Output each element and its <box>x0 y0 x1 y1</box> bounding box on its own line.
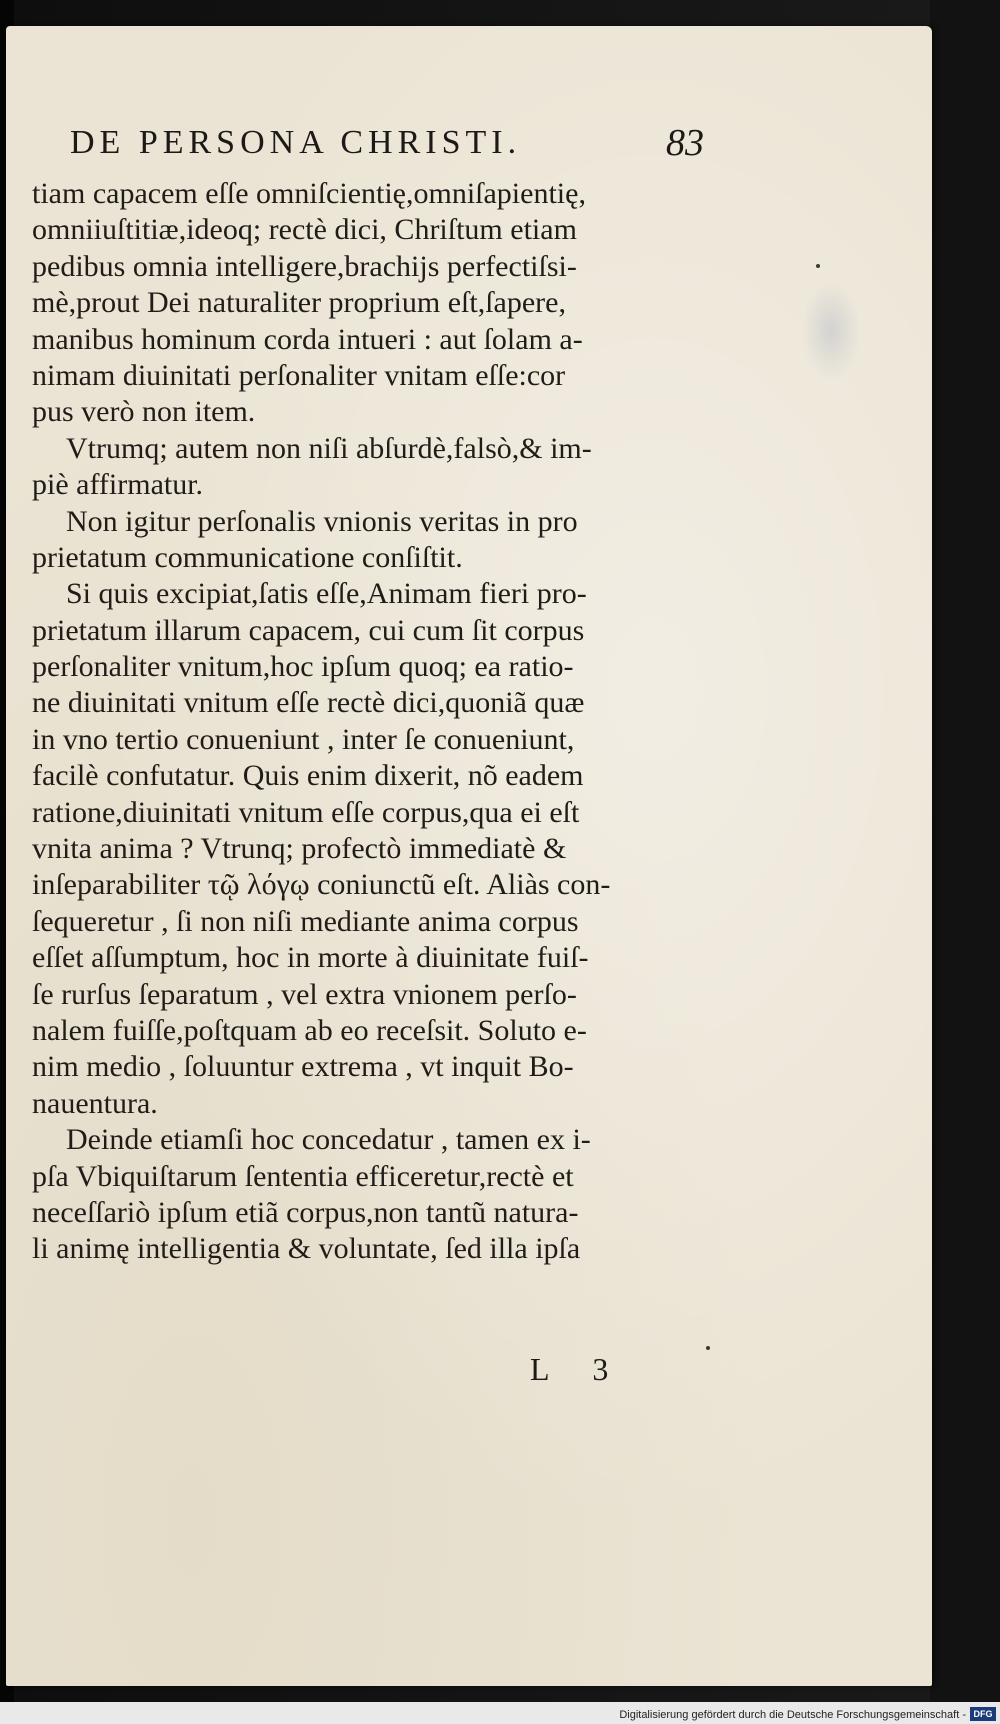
digitization-footer <box>0 1702 1000 1724</box>
scan-frame <box>930 0 1000 1724</box>
text-line: in vno tertio conueniunt , inter ſe conueniunt, <box>32 722 575 756</box>
ink-speck <box>706 1346 710 1350</box>
text-line: omniiuſtitiæ,ideoq; rectè dici, Chriſtum etiam <box>32 213 577 247</box>
ink-speck <box>816 264 820 268</box>
text-line: facilè confutatur. Quis enim dixerit, nõ eadem <box>32 759 584 793</box>
funding-notice: Digitalisierung gefördert durch die Deutsche Forschungsgemeinschaft - <box>619 1709 966 1721</box>
text-line: pedibus omnia intelligere,brachijs perfectiſsi- <box>32 249 577 283</box>
text-line: inſeparabiliter τῷ λόγῳ coniunctũ eſt. Aliàs con- <box>32 868 611 902</box>
text-line: tiam capacem eſſe omniſcientię,omniſapientię, <box>32 177 586 210</box>
text-line: eſſet aſſumptum, hoc in morte à diuinitate fuiſ- <box>32 941 589 975</box>
text-line: vnita anima ? Vtrunq; profectò immediatè & <box>32 832 567 866</box>
text-line: nim medio , ſoluuntur extrema , vt inquit Bo- <box>32 1050 574 1084</box>
text-line: prietatum communicatione conſiſtit. <box>32 540 463 574</box>
text-line: Si quis excipiat,ſatis eſſe,Animam fieri pro- <box>66 577 587 611</box>
text-line: manibus hominum corda intueri : aut ſolam a- <box>32 322 583 356</box>
text-line: nalem fuiſſe,poſtquam ab eo receſsit. Soluto e- <box>32 1013 587 1047</box>
text-line: piè affirmatur. <box>32 468 204 502</box>
running-head: DE PERSONA CHRISTI. <box>70 124 522 161</box>
text-line: perſonaliter vnitum,hoc ipſum quoq; ea ratio- <box>32 650 574 684</box>
text-line: neceſſariò ipſum etiã corpus,non tantũ natura- <box>32 1195 579 1229</box>
text-line: ne diuinitati vnitum eſſe rectè dici,quoniã quæ <box>32 686 585 720</box>
body-text <box>32 176 712 1268</box>
text-line: prietatum illarum capacem, cui cum ſit corpus <box>32 613 585 647</box>
text-line: nauentura. <box>32 1086 158 1120</box>
dfg-logo-icon: DFG <box>970 1707 996 1721</box>
text-line: nimam diuinitati perſonaliter vnitam eſſe:cor <box>32 358 566 392</box>
text-line: ſe rurſus ſeparatum , vel extra vnionem perſo- <box>32 977 577 1011</box>
text-line: mè,prout Dei naturaliter proprium eſt,ſapere, <box>32 286 566 320</box>
text-line: pus verò non item. <box>32 395 256 429</box>
text-line: pſa Vbiquiſtarum ſententia efficeretur,rectè et <box>32 1159 574 1193</box>
paper-stain <box>801 281 861 381</box>
text-line: ſequeretur , ſi non niſi mediante anima corpus <box>32 904 579 938</box>
text-line: Vtrumq; autem non niſi abſurdè,falsò,& im- <box>66 431 592 465</box>
signature-mark: L 3 <box>530 1351 627 1387</box>
text-line: ratione,diuinitati vnitum eſſe corpus,qua ei eſt <box>32 795 580 829</box>
page-number: 83 <box>666 122 704 164</box>
book-page <box>6 26 932 1686</box>
text-line: Non igitur perſonalis vnionis veritas in pro <box>66 504 578 538</box>
text-line: li animę intelligentia & voluntate, ſed illa ipſa <box>32 1232 581 1266</box>
text-line: Deinde etiamſi hoc concedatur , tamen ex i- <box>66 1123 591 1157</box>
